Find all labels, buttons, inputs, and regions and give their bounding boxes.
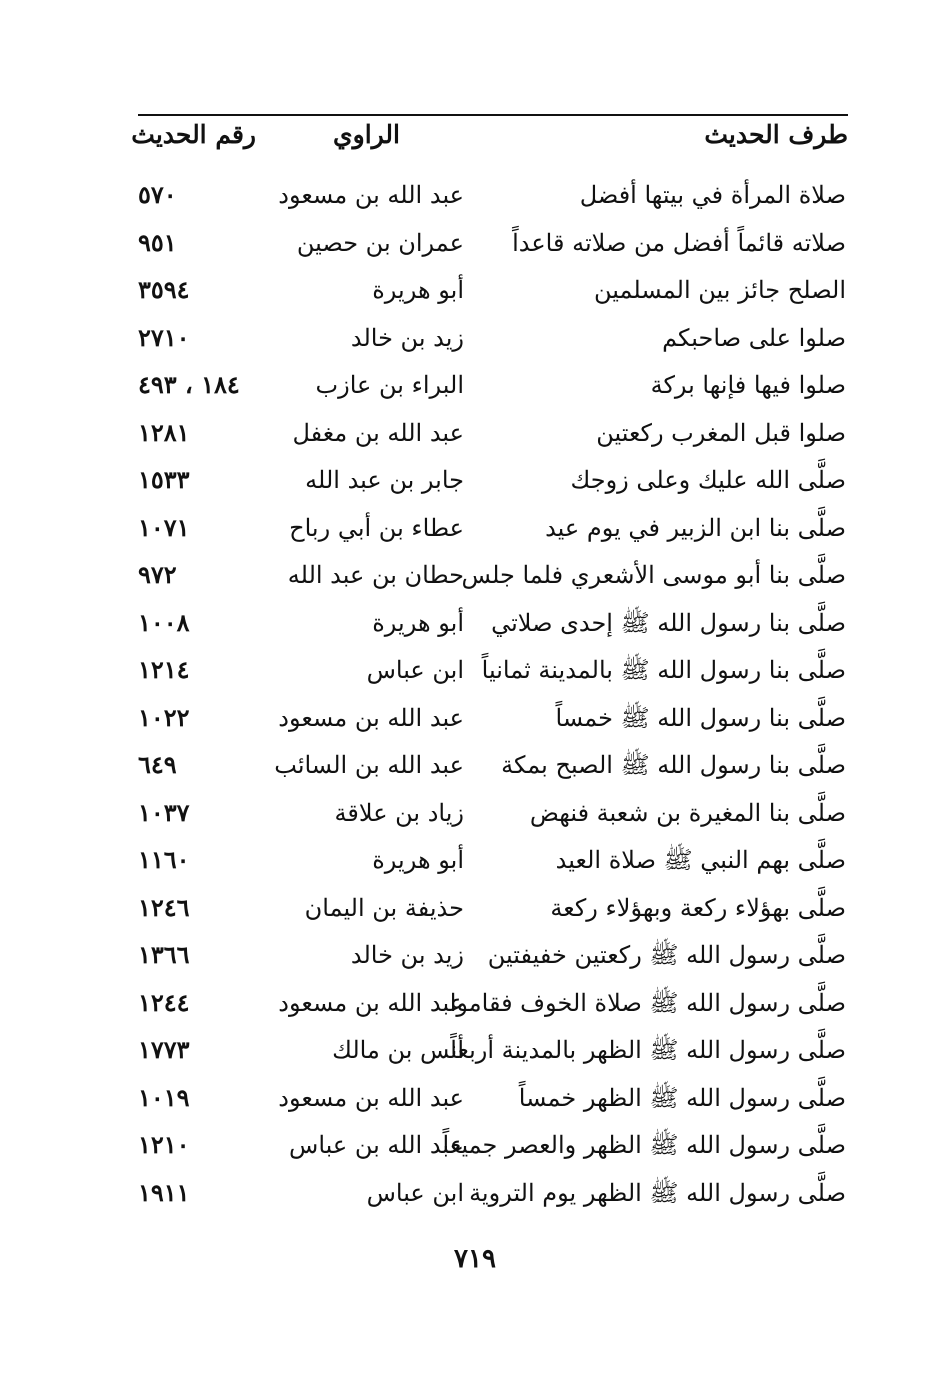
narrator-name: أبو هريرة bbox=[372, 608, 464, 637]
narrator-name: حطان بن عبد الله bbox=[287, 561, 464, 589]
table-row bbox=[138, 174, 848, 222]
header-rule bbox=[138, 114, 848, 116]
table-row bbox=[138, 412, 848, 460]
hadith-index-table bbox=[138, 174, 848, 1219]
hadith-number: ٥٧٠ bbox=[138, 180, 177, 209]
hadith-number: ٩٥١ bbox=[138, 227, 177, 257]
narrator-name: عبد الله بن مغفل bbox=[292, 418, 464, 447]
hadith-excerpt: صلَّى رسول الله ﷺ الظهر خمساً bbox=[518, 1083, 846, 1112]
hadith-excerpt: صلَّى رسول الله ﷺ ركعتين خفيفتين bbox=[487, 941, 846, 969]
narrator-name: عطاء بن أبي رباح bbox=[289, 513, 464, 542]
table-row bbox=[138, 317, 848, 365]
hadith-excerpt: صلَّى بنا رسول الله ﷺ الصبح بمكة bbox=[501, 751, 846, 779]
narrator-name: زيد بن خالد bbox=[350, 323, 464, 352]
hadith-number: ٦٤٩ bbox=[138, 750, 177, 779]
hadith-excerpt: صلَّى بهم النبي ﷺ صلاة العيد bbox=[555, 846, 846, 874]
hadith-number: ١٠٠٨ bbox=[138, 607, 190, 637]
table-row bbox=[138, 222, 848, 270]
table-row bbox=[138, 364, 848, 412]
narrator-name: ابن عباس bbox=[366, 1178, 464, 1207]
narrator-name: ابن عباس bbox=[366, 656, 464, 684]
narrator-name: زياد بن علاقة bbox=[334, 798, 464, 827]
table-row bbox=[138, 1077, 848, 1125]
table-row bbox=[138, 1172, 848, 1220]
table-row bbox=[138, 459, 848, 507]
hadith-number: ١٧٧٣ bbox=[138, 1035, 190, 1064]
page-number: ٧١٩ bbox=[454, 1244, 496, 1274]
narrator-name: عبد الله بن السائب bbox=[274, 751, 464, 779]
hadith-excerpt: صلَّى رسول الله ﷺ صلاة الخوف فقاموا bbox=[449, 988, 846, 1017]
hadith-number: ١٩١١ bbox=[138, 1177, 190, 1207]
hadith-number: ١٣٦٦ bbox=[138, 940, 190, 969]
narrator-name: عمران بن حصين bbox=[296, 228, 464, 257]
hadith-excerpt: صلَّى بنا ابن الزبير في يوم عيد bbox=[545, 513, 846, 542]
hadith-number: ١٢٤٦ bbox=[138, 892, 190, 922]
hadith-number: ١٥٣٣ bbox=[138, 465, 190, 494]
hadith-excerpt: صلاته قائماً أفضل من صلاته قاعداً bbox=[512, 228, 846, 257]
hadith-excerpt: صلَّى رسول الله ﷺ الظهر بالمدينة أربعاً bbox=[450, 1036, 846, 1064]
table-row bbox=[138, 602, 848, 650]
narrator-name: حذيفة بن اليمان bbox=[304, 893, 464, 922]
hadith-excerpt: صلوا فيها فإنها بركة bbox=[650, 371, 846, 399]
hadith-excerpt: صلَّى بنا أبو موسى الأشعري فلما جلس bbox=[461, 561, 846, 589]
table-row bbox=[138, 792, 848, 840]
header-number: رقم الحديث bbox=[131, 120, 256, 149]
table-row bbox=[138, 697, 848, 745]
hadith-excerpt: صلاة المرأة في بيتها أفضل bbox=[579, 181, 846, 209]
hadith-number: ٢٧١٠ bbox=[138, 322, 190, 352]
narrator-name: البراء بن عازب bbox=[315, 371, 464, 399]
hadith-excerpt: صلَّى بنا رسول الله ﷺ إحدى صلاتي bbox=[491, 608, 846, 637]
table-row bbox=[138, 982, 848, 1030]
narrator-name: عبد الله بن مسعود bbox=[278, 988, 464, 1017]
hadith-number: ١٠١٩ bbox=[138, 1082, 190, 1112]
narrator-name: جابر بن عبد الله bbox=[305, 466, 464, 494]
narrator-name: عبد الله بن مسعود bbox=[278, 1083, 464, 1112]
hadith-number: ١١٦٠ bbox=[138, 845, 190, 874]
hadith-excerpt: صلوا قبل المغرب ركعتين bbox=[596, 418, 846, 447]
hadith-number: ١٢٤٤ bbox=[138, 987, 190, 1017]
table-row bbox=[138, 934, 848, 982]
hadith-excerpt: صلوا على صاحبكم bbox=[662, 323, 846, 352]
hadith-number: ٣٥٩٤ bbox=[138, 275, 190, 304]
hadith-number: ١٢١٤ bbox=[138, 655, 190, 684]
table-row bbox=[138, 744, 848, 792]
narrator-name: أبو هريرة bbox=[372, 276, 464, 304]
table-row bbox=[138, 554, 848, 602]
table-row bbox=[138, 269, 848, 317]
hadith-excerpt: صلَّى الله عليك وعلى زوجك bbox=[570, 466, 846, 494]
table-header bbox=[131, 120, 848, 164]
narrator-name: عبد الله بن مسعود bbox=[278, 181, 464, 209]
narrator-name: عبد الله بن مسعود bbox=[278, 703, 464, 732]
hadith-excerpt: صلَّى رسول الله ﷺ الظهر والعصر جميعاً bbox=[442, 1131, 846, 1159]
hadith-number: ١٠٣٧ bbox=[138, 797, 190, 827]
hadith-excerpt: الصلح جائز بين المسلمين bbox=[594, 276, 846, 304]
header-excerpt: طرف الحديث bbox=[704, 120, 848, 149]
table-row bbox=[138, 1124, 848, 1172]
table-row bbox=[138, 1029, 848, 1077]
table-row bbox=[138, 649, 848, 697]
narrator-name: زيد بن خالد bbox=[350, 941, 464, 969]
table-row bbox=[138, 887, 848, 935]
hadith-number: ١٢١٠ bbox=[138, 1130, 190, 1159]
hadith-number: ١٢٨١ bbox=[138, 417, 190, 447]
hadith-excerpt: صلَّى بنا رسول الله ﷺ بالمدينة ثمانياً bbox=[481, 656, 846, 684]
hadith-number: ١٠٧١ bbox=[138, 512, 190, 542]
narrator-name: أبو هريرة bbox=[372, 846, 464, 874]
table-row bbox=[138, 507, 848, 555]
hadith-excerpt: صلَّى بنا رسول الله ﷺ خمساً bbox=[555, 703, 846, 732]
hadith-excerpt: صلَّى بهؤلاء ركعة وبهؤلاء ركعة bbox=[550, 893, 846, 922]
hadith-number: ٩٧٢ bbox=[138, 560, 177, 589]
narrator-name: عبد الله بن عباس bbox=[289, 1131, 464, 1159]
hadith-number: ١٠٢٢ bbox=[138, 702, 190, 732]
header-narrator: الراوي bbox=[333, 120, 400, 149]
narrator-name: أنس بن مالك bbox=[332, 1036, 464, 1064]
hadith-number: ١٨٤ ، ٤٩٣ bbox=[138, 370, 240, 399]
hadith-excerpt: صلَّى بنا المغيرة بن شعبة فنهض bbox=[529, 798, 846, 827]
table-row bbox=[138, 839, 848, 887]
hadith-excerpt: صلَّى رسول الله ﷺ الظهر يوم التروية bbox=[469, 1178, 846, 1207]
